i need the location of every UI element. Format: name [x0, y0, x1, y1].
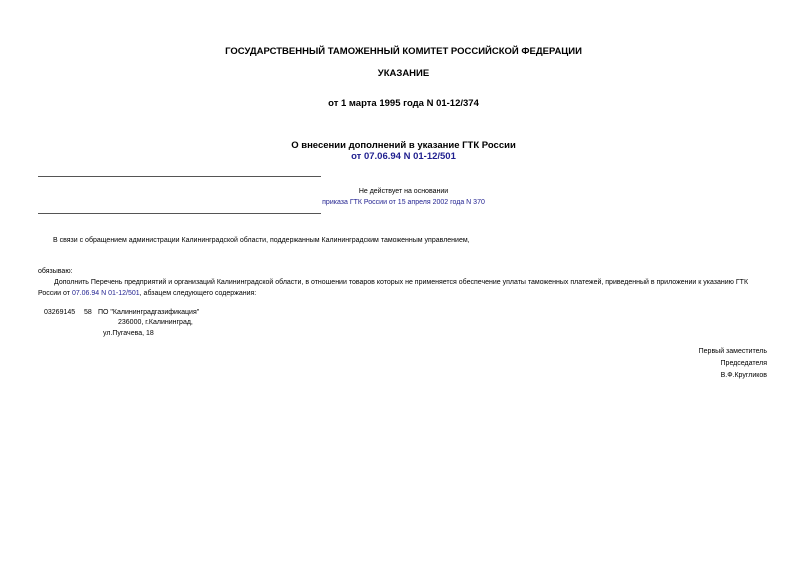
signature-name: В.Ф.Кругликов [720, 372, 767, 379]
main-paragraph [38, 278, 768, 299]
signature-title-line1: Первый заместитель [698, 348, 767, 355]
entry-name: ПО "Калининградгазификация" [98, 309, 200, 316]
subject-reference-link[interactable] [0, 151, 807, 162]
main-paragraph-ref-prefix: от [63, 289, 70, 297]
status-divider-top [38, 176, 321, 177]
document-date-number: от 1 марта 1995 года N 01-12/374 [328, 98, 479, 109]
intro-paragraph: В связи с обращением администрации Калининградской области, поддержанным Калининградским таможенным управлением, [53, 237, 470, 244]
signature-title-line2: Председателя [720, 360, 767, 367]
subject-reference-text[interactable]: от 07.06.94 N 01-12/501 [351, 151, 456, 162]
signature-block [699, 346, 767, 382]
authority-heading: ГОСУДАРСТВЕННЫЙ ТАМОЖЕННЫЙ КОМИТЕТ РОССИЙСКОЙ ФЕДЕРАЦИИ [225, 46, 582, 57]
entry-number: 58 [84, 309, 92, 316]
document-subject: О внесении дополнений в указание ГТК России [291, 140, 516, 151]
document-type: УКАЗАНИЕ [377, 68, 430, 79]
main-paragraph-ref-suffix: , абзацем следующего содержания: [139, 289, 257, 297]
status-divider-bottom [38, 213, 321, 214]
status-order-link[interactable]: приказа ГТК России от 15 апреля 2002 года N 370 [322, 199, 485, 206]
entry-address-line1: 236000, г.Калининград, [118, 319, 193, 326]
main-paragraph-text: Дополнить Перечень предприятий и организаций Калининградской области, в отношении товаров которых не применяется обеспечение уплаты таможенных платежей, приведенный в приложении к указанию ГТК России [38, 279, 749, 297]
main-paragraph-ref-link[interactable]: 07.06.94 N 01-12/501 [71, 289, 140, 297]
entry-code: 03269145 [44, 309, 76, 316]
status-note: Не действует на основании [358, 188, 449, 195]
obligate-word: обязываю: [38, 268, 73, 275]
entry-address-line2: ул.Пугачева, 18 [103, 330, 154, 337]
